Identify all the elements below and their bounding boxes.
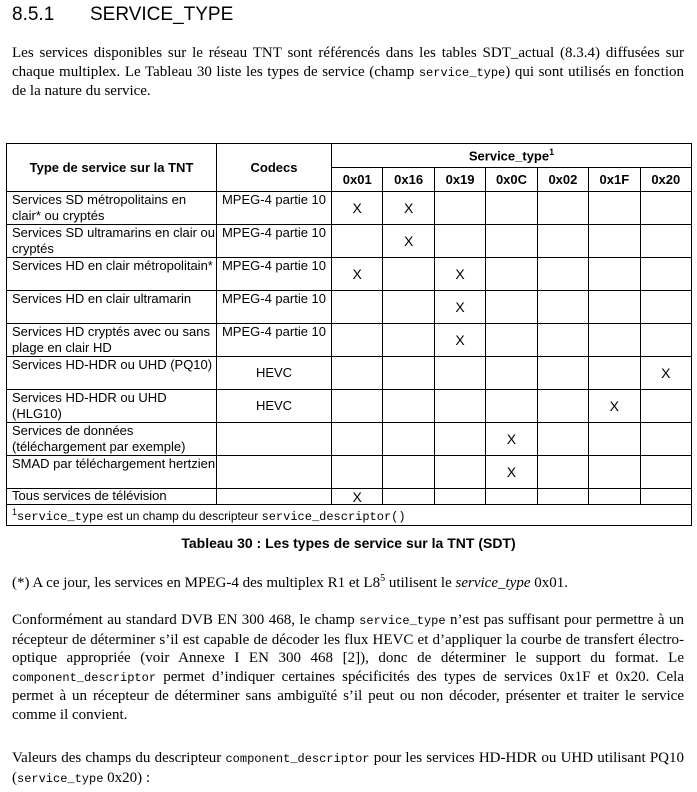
mark-cell-0x1f	[589, 324, 640, 357]
codec-cell: MPEG-4 partie 10	[217, 324, 332, 357]
mark-cell-0x0c	[486, 390, 537, 423]
table-row	[7, 225, 692, 258]
mark-cell-0x0c	[486, 357, 537, 390]
conformity-text-2: n’est pas suffisant pour permettre à un récepteur de déterminer s’il est capable de décoder les flux HEVC et d’appliquer la courbe de transfert électro-optique appropriée (voir Annexe I EN 300 468 [2]), donc de déterminer le support du format. Le	[12, 612, 684, 666]
service-type-table	[6, 143, 692, 526]
mark-cell-0x01: X	[332, 489, 383, 505]
table-row	[7, 489, 692, 505]
service-name-cell: Services HD cryptés avec ou sans plage en clair HD	[7, 324, 217, 357]
mark-cell-0x01	[332, 456, 383, 489]
mark-cell-0x20	[640, 291, 691, 324]
mark-cell-0x19: X	[434, 258, 485, 291]
table-body	[7, 192, 692, 505]
mark-cell-0x1f	[589, 225, 640, 258]
service-name-cell: Services SD métropolitains en clair* ou cryptés	[7, 192, 217, 225]
mark-cell-0x19	[434, 456, 485, 489]
mark-cell-0x19	[434, 192, 485, 225]
mark-cell-0x16	[383, 423, 434, 456]
mark-cell-0x19	[434, 225, 485, 258]
intro-paragraph	[12, 44, 684, 101]
mark-cell-0x16	[383, 291, 434, 324]
table-row	[7, 456, 692, 489]
mark-cell-0x16	[383, 456, 434, 489]
codec-cell: MPEG-4 partie 10	[217, 192, 332, 225]
service-name-cell: Tous services de télévision	[7, 489, 217, 505]
mark-cell-0x1f	[589, 423, 640, 456]
mark-cell-0x02	[537, 291, 588, 324]
mark-cell-0x16: X	[383, 192, 434, 225]
mark-cell-0x1f	[589, 291, 640, 324]
codec-cell: HEVC	[217, 357, 332, 390]
code-header-0x0c: 0x0C	[486, 168, 537, 192]
column-header-codecs: Codecs	[217, 144, 332, 192]
mark-cell-0x02	[537, 225, 588, 258]
code-header-0x01: 0x01	[332, 168, 383, 192]
conformity-text-1: Conformément au standard DVB EN 300 468, le champ	[12, 612, 360, 628]
note-text-1: (*) A ce jour, les services en MPEG-4 des multiplex R1 et L8	[12, 575, 381, 591]
table-row	[7, 291, 692, 324]
mark-cell-0x02	[537, 456, 588, 489]
conformity-code-2: component_descriptor	[12, 670, 157, 685]
table-row	[7, 192, 692, 225]
section-heading	[12, 4, 233, 26]
service-name-cell: Services HD en clair métropolitain*	[7, 258, 217, 291]
section-number: 8.5.1	[12, 4, 55, 25]
mark-cell-0x01	[332, 324, 383, 357]
service-type-header-label: Service_type	[468, 148, 550, 164]
column-header-type: Type de service sur la TNT	[7, 144, 217, 192]
mark-cell-0x19: X	[434, 291, 485, 324]
mark-cell-0x02	[537, 357, 588, 390]
codec-cell	[217, 423, 332, 456]
mark-cell-0x16	[383, 357, 434, 390]
mark-cell-0x02	[537, 258, 588, 291]
values-code-2: service_type	[17, 771, 104, 786]
mark-cell-0x20	[640, 423, 691, 456]
codec-cell	[217, 456, 332, 489]
table-footnote-row	[7, 505, 692, 526]
service-name-cell: SMAD par téléchargement hertzien	[7, 456, 217, 489]
note-text-2: utilisent le	[385, 575, 456, 591]
code-header-0x1f: 0x1F	[589, 168, 640, 192]
mark-cell-0x1f	[589, 456, 640, 489]
code-header-0x20: 0x20	[640, 168, 691, 192]
codec-cell: HEVC	[217, 390, 332, 423]
values-text-1: Valeurs des champs du descripteur	[12, 750, 226, 766]
values-paragraph	[12, 749, 684, 788]
mark-cell-0x0c	[486, 225, 537, 258]
mark-cell-0x16: X	[383, 225, 434, 258]
codec-cell	[217, 489, 332, 505]
table-row	[7, 357, 692, 390]
mark-cell-0x16	[383, 489, 434, 505]
service-name-cell: Services HD en clair ultramarin	[7, 291, 217, 324]
mark-cell-0x20: X	[640, 357, 691, 390]
mark-cell-0x02	[537, 324, 588, 357]
mark-cell-0x20	[640, 324, 691, 357]
mark-cell-0x01	[332, 357, 383, 390]
mark-cell-0x01	[332, 423, 383, 456]
mark-cell-0x0c	[486, 291, 537, 324]
column-header-service-type	[332, 144, 692, 168]
codec-cell: MPEG-4 partie 10	[217, 258, 332, 291]
service-name-cell: Services SD ultramarins en clair ou cryptés	[7, 225, 217, 258]
service-name-cell: Services de données (téléchargement par exemple)	[7, 423, 217, 456]
note-text-3: 0x01.	[530, 575, 568, 591]
conformity-text-3: permet d’indiquer certaines spécificités des types de services 0x1F et 0x20. Cela permet à un récepteur de déterminer sans ambiguïté s’il peut ou non décoder, présenter et traiter le service comme il convient.	[12, 668, 684, 723]
footnote-text: est un champ du descripteur	[103, 509, 262, 523]
mark-cell-0x16	[383, 258, 434, 291]
mark-cell-0x20	[640, 192, 691, 225]
mark-cell-0x19	[434, 390, 485, 423]
mark-cell-0x20	[640, 258, 691, 291]
conformity-code-1: service_type	[359, 614, 446, 628]
mark-cell-0x20	[640, 489, 691, 505]
mark-cell-0x0c	[486, 192, 537, 225]
mark-cell-0x20	[640, 390, 691, 423]
mark-cell-0x19	[434, 357, 485, 390]
table-caption: Tableau 30 : Les types de service sur la TNT (SDT)	[181, 535, 516, 551]
mark-cell-0x01	[332, 291, 383, 324]
footnote-mark: 1	[12, 507, 18, 517]
note-paragraph	[12, 570, 684, 593]
mark-cell-0x01: X	[332, 192, 383, 225]
note-sup: 5	[380, 573, 386, 584]
mark-cell-0x02	[537, 423, 588, 456]
mark-cell-0x0c	[486, 489, 537, 505]
mark-cell-0x19: X	[434, 324, 485, 357]
mark-cell-0x01: X	[332, 258, 383, 291]
mark-cell-0x02	[537, 390, 588, 423]
service-name-cell: Services HD-HDR ou UHD (PQ10)	[7, 357, 217, 390]
mark-cell-0x20	[640, 225, 691, 258]
note-italic: service_type	[455, 575, 531, 591]
table-row	[7, 258, 692, 291]
mark-cell-0x0c: X	[486, 423, 537, 456]
values-code-1: component_descriptor	[225, 752, 370, 766]
service-name-cell: Services HD-HDR ou UHD (HLG10)	[7, 390, 217, 423]
mark-cell-0x20	[640, 456, 691, 489]
mark-cell-0x02	[537, 192, 588, 225]
mark-cell-0x1f	[589, 192, 640, 225]
values-text-3: 0x20) :	[103, 769, 151, 786]
mark-cell-0x16	[383, 390, 434, 423]
codec-cell: MPEG-4 partie 10	[217, 291, 332, 324]
table-row	[7, 324, 692, 357]
mark-cell-0x0c	[486, 258, 537, 291]
footnote-code-2: service_descriptor()	[261, 510, 406, 524]
code-header-0x19: 0x19	[434, 168, 485, 192]
mark-cell-0x0c	[486, 324, 537, 357]
footnote-code-1: service_type	[17, 510, 104, 524]
mark-cell-0x0c: X	[486, 456, 537, 489]
intro-text-2: ) qui sont utilisés en fonction de la nature du service.	[12, 63, 684, 99]
mark-cell-0x1f: X	[589, 390, 640, 423]
table-row	[7, 390, 692, 423]
mark-cell-0x01	[332, 225, 383, 258]
table-row	[7, 423, 692, 456]
intro-code: service_type	[418, 65, 506, 80]
codec-cell: MPEG-4 partie 10	[217, 225, 332, 258]
intro-text-1: Les services disponibles sur le réseau TNT sont référencés dans les tables SDT_actual (8.3.4) diffusées sur chaque multiplex. Le Tableau 30 liste les types de service (champ	[12, 45, 684, 80]
mark-cell-0x02	[537, 489, 588, 505]
code-header-0x16: 0x16	[383, 168, 434, 192]
values-text-2: pour les services HD-HDR ou UHD utilisant PQ10 (	[12, 750, 684, 786]
code-header-0x02: 0x02	[537, 168, 588, 192]
mark-cell-0x19	[434, 423, 485, 456]
mark-cell-0x16	[383, 324, 434, 357]
mark-cell-0x1f	[589, 258, 640, 291]
mark-cell-0x01	[332, 390, 383, 423]
service-type-footnote-mark: 1	[549, 147, 555, 158]
table-header-row	[7, 144, 692, 168]
mark-cell-0x1f	[589, 357, 640, 390]
mark-cell-0x1f	[589, 489, 640, 505]
mark-cell-0x19	[434, 489, 485, 505]
section-title: SERVICE_TYPE	[90, 4, 234, 25]
table-footnote	[7, 505, 692, 526]
conformity-paragraph	[12, 611, 684, 724]
